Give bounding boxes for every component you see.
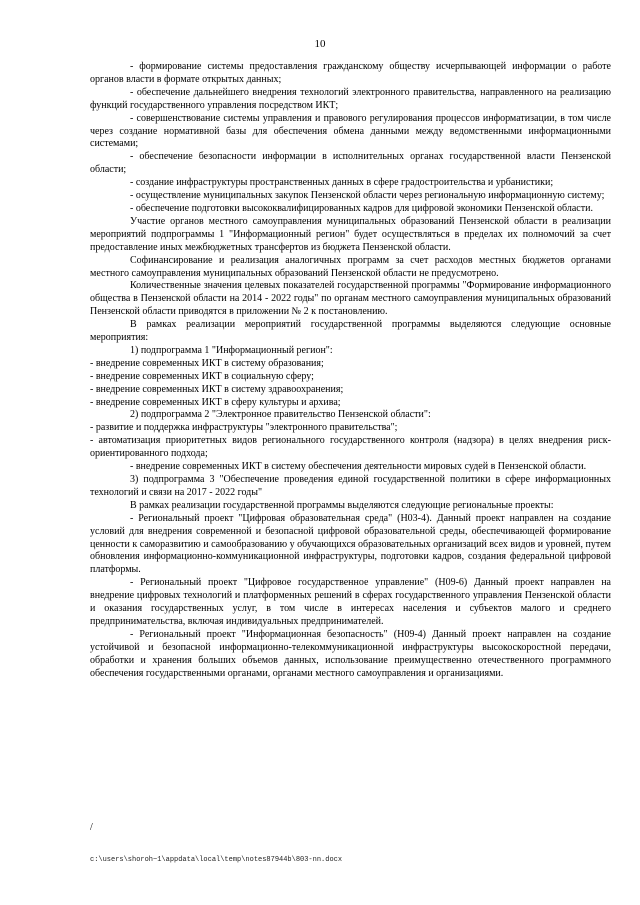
paragraph: 1) подпрограмма 1 "Информационный регион": (130, 344, 333, 356)
paragraph: - совершенствование системы управления и правового регулирования процессов информатизации, в том числе через создание нормативной базы для обеспечения обмена данными между ведомственными информационными системами; (90, 112, 611, 150)
footer-file-path: c:\users\shoroh~1\appdata\local\temp\notes87944b\803-nn.docx (90, 856, 343, 864)
paragraph: В рамках реализации мероприятий государственной программы выделяются следующие основные мероприятия: (90, 319, 611, 344)
paragraph: Софинансирование и реализация аналогичных программ за счет расходов местных бюджетов органами местного самоуправления муниципальных образований Пензенской области не предусмотрено. (90, 254, 611, 279)
paragraph: - внедрение современных ИКТ в систему обеспечения деятельности мировых судей в Пензенской области. (130, 461, 587, 473)
paragraph: - внедрение современных ИКТ в сферу культуры и архива; (90, 396, 341, 408)
paragraph: - внедрение современных ИКТ в систему образования; (90, 357, 324, 369)
paragraph: - внедрение современных ИКТ в систему здравоохранения; (90, 383, 344, 395)
paragraph: - обеспечение подготовки высококвалифицированных кадров для цифровой экономики Пензенской области. (130, 202, 593, 214)
paragraph: - Региональный проект "Информационная безопасность" (Н09-4) Данный проект направлен на создание устойчивой и безопасной информационно-телекоммуникационной инфраструктуры высокоскоростной передачи, обработки и хранения больших объемов данных, использование преимущественно отечественного программного обеспечения государственными органами, органами местного самоуправления и организациями. (90, 628, 611, 679)
paragraph: 2) подпрограмма 2 "Электронное правительство Пензенской области": (130, 409, 431, 421)
paragraph: - автоматизация приоритетных видов регионального государственного контроля (надзора) в целях внедрения риск-ориентированного подхода; (90, 435, 611, 460)
paragraph: Участие органов местного самоуправления муниципальных образований Пензенской области в реализации мероприятий подпрограммы 1 "Информационный регион" будет осуществляться в пределах их полномочий за счет предоставление иных межбюджетных трансфертов из бюджета Пензенской области. (90, 215, 611, 253)
paragraph: В рамках реализации государственной программы выделяются следующие региональные проекты: (130, 499, 554, 511)
paragraph: 3) подпрограмма 3 "Обеспечение проведения единой государственной политики в сфере информационных технологий и связи на 2017 - 2022 годы" (90, 474, 611, 498)
paragraph: Количественные значения целевых показателей государственной программы "Формирование информационного общества в Пензенской области на 2014 - 2022 годы" по органам местного самоуправления муниципальных образований Пензенской области приводятся в приложении № 2 к постановлению. (90, 280, 611, 318)
paragraph: - развитие и поддержка инфраструктуры "электронного правительства"; (90, 422, 398, 434)
paragraph: - обеспечение безопасности информации в исполнительных органах государственной власти Пензенской области; (90, 151, 611, 176)
paragraph: - внедрение современных ИКТ в социальную сферу; (90, 370, 314, 382)
paragraph: - формирование системы предоставления гражданскому обществу исчерпывающей информации о работе органов власти в формате открытых данных; (90, 61, 611, 85)
paragraph: - создание инфраструктуры пространственных данных в сфере градостроительства и урбанистики; (130, 177, 554, 189)
trailing-mark: / (90, 822, 93, 833)
document-body (90, 61, 611, 681)
page-number: 10 (314, 38, 326, 50)
paragraph: - Региональный проект "Цифровое государственное управление" (Н09-6) Данный проект направлен на внедрение цифровых технологий и платформенных решений в сферах государственного управления Пензенской области и оказания государственных услуг, в том числе в интересах населения и субъектов малого и среднего предпринимательства, включая индивидуальных предпринимателей. (90, 577, 611, 627)
paragraph: - обеспечение дальнейшего внедрения технологий электронного правительства, направленного на реализацию функций государственного управления посредством ИКТ; (90, 86, 611, 111)
paragraph: - Региональный проект "Цифровая образовательная среда" (Н03-4). Данный проект направлен на создание условий для внедрения современной и безопасной цифровой образовательной среды, обеспечивающей формирование ценности к саморазвитию и самообразованию у обучающихся образовательных организаций всех видов и уровней, путем обновления информационно-коммуникационной инфраструктуры, подготовки кадров, создания федеральной цифровой платформы. (90, 512, 611, 576)
paragraph: - осуществление муниципальных закупок Пензенской области через региональную информационную систему; (130, 190, 605, 202)
